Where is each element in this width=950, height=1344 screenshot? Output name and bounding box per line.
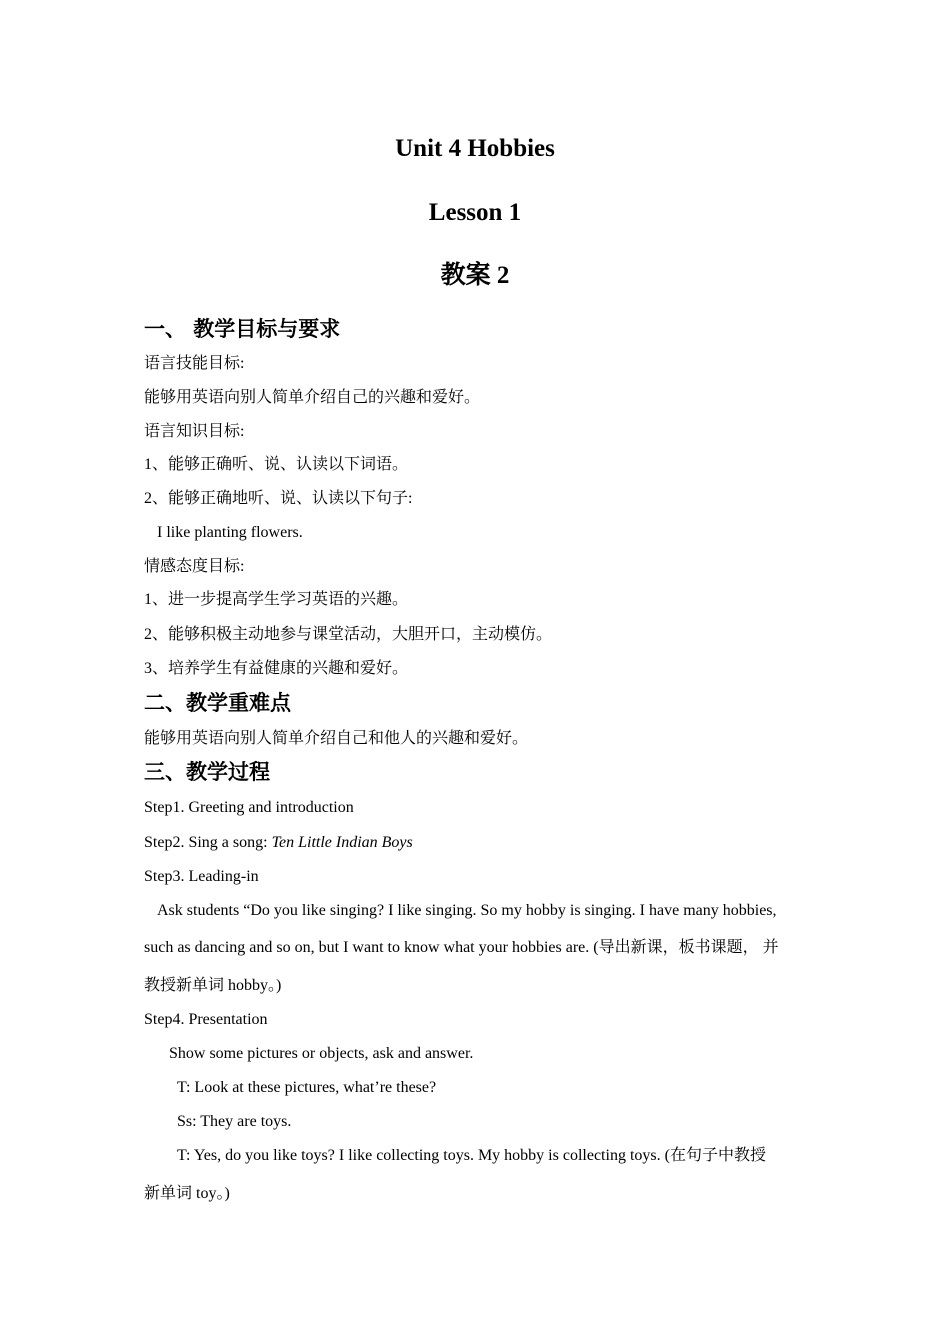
emotion-label: 情感态度目标:	[144, 558, 245, 575]
emotion-item-1: 1、进一步提高学生学习英语的兴趣。	[144, 591, 409, 608]
unit-title: Unit 4 Hobbies	[395, 135, 555, 162]
skill-label: 语言技能目标:	[144, 355, 245, 372]
emotion-item-2: 2、能够积极主动地参与课堂活动，大胆开口，主动模仿。	[144, 626, 553, 643]
knowledge-label: 语言知识目标:	[144, 423, 245, 440]
step3: Step3. Leading-in	[144, 868, 259, 885]
step4: Step4. Presentation	[144, 1011, 268, 1028]
lesson-title: Lesson 1	[428, 199, 522, 226]
dialog-line-1: T: Look at these pictures, what’re these?	[177, 1079, 437, 1096]
step2	[144, 833, 413, 853]
step2-prefix: Step2. Sing a song:	[144, 834, 272, 851]
section3-heading: 三、教学过程	[144, 760, 270, 784]
knowledge-item-2: 2、能够正确地听、说、认读以下句子:	[144, 490, 413, 507]
step4-intro: Show some pictures or objects, ask and answer.	[169, 1045, 474, 1062]
plan-title: 教案 2	[440, 262, 510, 289]
skill-text: 能够用英语向别人简单介绍自己的兴趣和爱好。	[144, 389, 481, 406]
dialog-line-2: Ss: They are toys.	[177, 1113, 292, 1130]
knowledge-item-1: 1、能够正确听、说、认读以下词语。	[144, 456, 409, 473]
dialog-line-3-continued: 新单词 toy。)	[144, 1185, 230, 1202]
section2-heading: 二、教学重难点	[144, 691, 291, 715]
step3-paragraph-line-2: such as dancing and so on, but I want to know what your hobbies are. (导出新课，板书课题， 并	[144, 939, 779, 956]
song-title: Ten Little Indian Boys	[271, 834, 413, 851]
step3-paragraph-line-1: Ask students “Do you like singing? I like singing. So my hobby is singing. I have many hobbies,	[157, 902, 777, 919]
target-sentence: I like planting flowers.	[157, 524, 303, 541]
step1: Step1. Greeting and introduction	[144, 799, 354, 816]
section1-heading: 一、 教学目标与要求	[144, 317, 341, 341]
dialog-line-3: T: Yes, do you like toys? I like collecting toys. My hobby is collecting toys. (在句子中教授	[177, 1147, 766, 1164]
key-points-text: 能够用英语向别人简单介绍自己和他人的兴趣和爱好。	[144, 730, 529, 747]
step3-paragraph-line-3: 教授新单词 hobby。)	[144, 977, 282, 994]
emotion-item-3: 3、培养学生有益健康的兴趣和爱好。	[144, 660, 409, 677]
